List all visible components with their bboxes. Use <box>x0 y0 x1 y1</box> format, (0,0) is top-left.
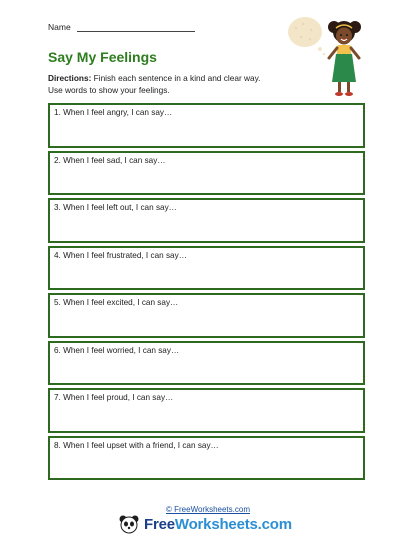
girl-with-speech-bubble-illustration <box>283 12 373 102</box>
prompt-box[interactable] <box>48 103 365 148</box>
prompt-text: 1. When I feel angry, I can say… <box>54 108 173 117</box>
panda-mascot-icon <box>118 514 140 534</box>
prompt-box[interactable] <box>48 246 365 291</box>
prompt-box[interactable] <box>48 388 365 433</box>
directions-line2: Use words to show your feelings. <box>48 85 170 95</box>
prompt-text: 7. When I feel proud, I can say… <box>54 393 174 402</box>
prompt-box[interactable] <box>48 151 365 196</box>
name-label: Name <box>48 22 71 32</box>
prompt-text: 2. When I feel sad, I can say… <box>54 155 166 165</box>
prompt-box[interactable] <box>48 341 365 386</box>
logo-rest: Worksheets.com <box>174 515 292 533</box>
prompt-text: 6. When I feel worried, I can say… <box>54 345 180 355</box>
prompt-text: 5. When I feel excited, I can say… <box>54 298 179 307</box>
page-title: Say My Feelings <box>48 49 157 65</box>
footer-logo <box>118 514 292 534</box>
logo-text <box>144 516 292 533</box>
name-row <box>48 22 195 32</box>
name-field-line[interactable] <box>77 22 195 32</box>
prompt-boxes <box>48 103 365 483</box>
prompt-box[interactable] <box>48 198 365 243</box>
logo-free: Free <box>144 515 175 533</box>
directions-text: Finish each sentence in a kind and clear way. <box>93 73 261 83</box>
prompt-box[interactable] <box>48 293 365 338</box>
prompt-box[interactable] <box>48 436 365 481</box>
prompt-text: 4. When I feel frustrated, I can say… <box>54 250 187 260</box>
copyright-link[interactable]: © FreeWorksheets.com <box>166 505 250 514</box>
prompt-text: 8. When I feel upset with a friend, I can say… <box>54 440 219 450</box>
directions-label: Directions: <box>48 73 92 83</box>
prompt-text: 3. When I feel left out, I can say… <box>54 203 177 212</box>
